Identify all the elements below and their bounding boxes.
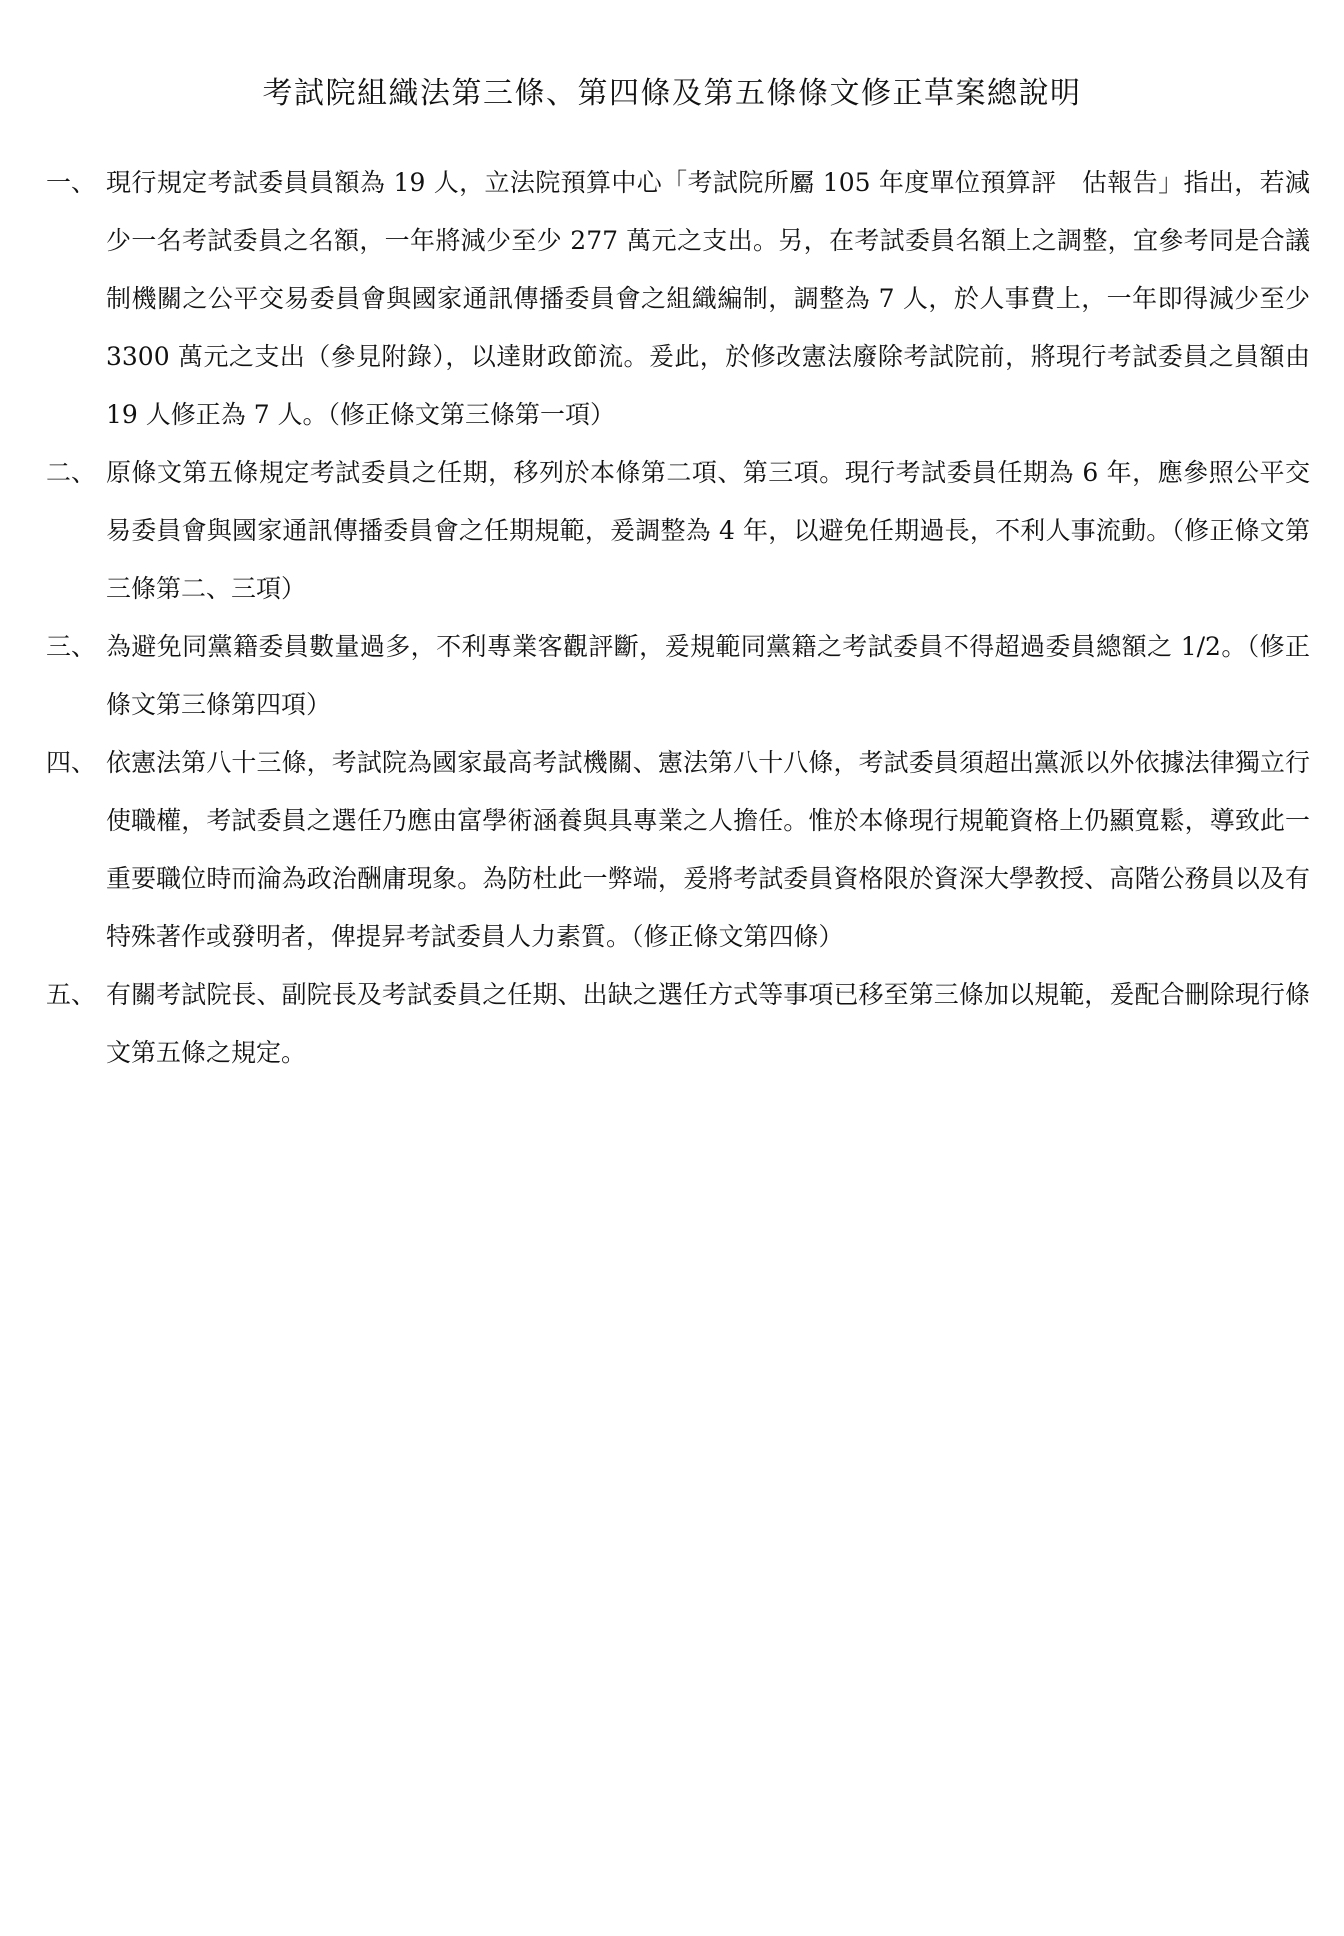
- list-item: [46, 444, 1310, 618]
- list-item: [46, 734, 1310, 966]
- list-item: [46, 618, 1310, 734]
- list-item: [46, 966, 1310, 1082]
- explanation-list: [46, 154, 1310, 1082]
- item-text: 原條文第五條規定考試委員之任期，移列於本條第二項、第三項。現行考試委員任期為 6 年，應參照公平交易委員會與國家通訊傳播委員會之任期規範，爰調整為 4 年，以避免任期過長，不利人事流動。（修正條文第三條第二、三項）: [106, 458, 1310, 603]
- item-marker: 四、: [46, 748, 97, 777]
- item-text: 有關考試院長、副院長及考試委員之任期、出缺之選任方式等事項已移至第三條加以規範，爰配合刪除現行條文第五條之規定。: [106, 980, 1310, 1067]
- item-marker: 五、: [46, 980, 97, 1009]
- item-text: 現行規定考試委員員額為 19 人，立法院預算中心「考試院所屬 105 年度單位預算評 估報告」指出，若減少一名考試委員之名額，一年將減少至少 277 萬元之支出。另，在考試委員名額上之調整，宜參考同是合議制機關之公平交易委員會與國家通訊傳播委員會之組織編制，調整為 7 人，於人事費上，一年即得減少至少 3300 萬元之支出（參見附錄），以達財政節流。爰此，於修改憲法廢除考試院前，將現行考試委員之員額由 19 人修正為 7 人。（修正條文第三條第一項）: [106, 168, 1310, 429]
- item-marker: 二、: [46, 458, 97, 487]
- item-text: 依憲法第八十三條，考試院為國家最高考試機關、憲法第八十八條，考試委員須超出黨派以外依據法律獨立行使職權，考試委員之選任乃應由富學術涵養與具專業之人擔任。惟於本條現行規範資格上仍顯寬鬆，導致此一重要職位時而淪為政治酬庸現象。為防杜此一弊端，爰將考試委員資格限於資深大學教授、高階公務員以及有特殊著作或發明者，俾提昇考試委員人力素質。（修正條文第四條）: [106, 748, 1310, 951]
- list-item: [46, 154, 1310, 444]
- item-text: 為避免同黨籍委員數量過多，不利專業客觀評斷，爰規範同黨籍之考試委員不得超過委員總額之 1/2。（修正條文第三條第四項）: [106, 632, 1310, 719]
- document-title: 考試院組織法第三條、第四條及第五條條文修正草案總說明: [262, 76, 1082, 111]
- item-marker: 一、: [46, 168, 97, 197]
- item-marker: 三、: [46, 632, 97, 661]
